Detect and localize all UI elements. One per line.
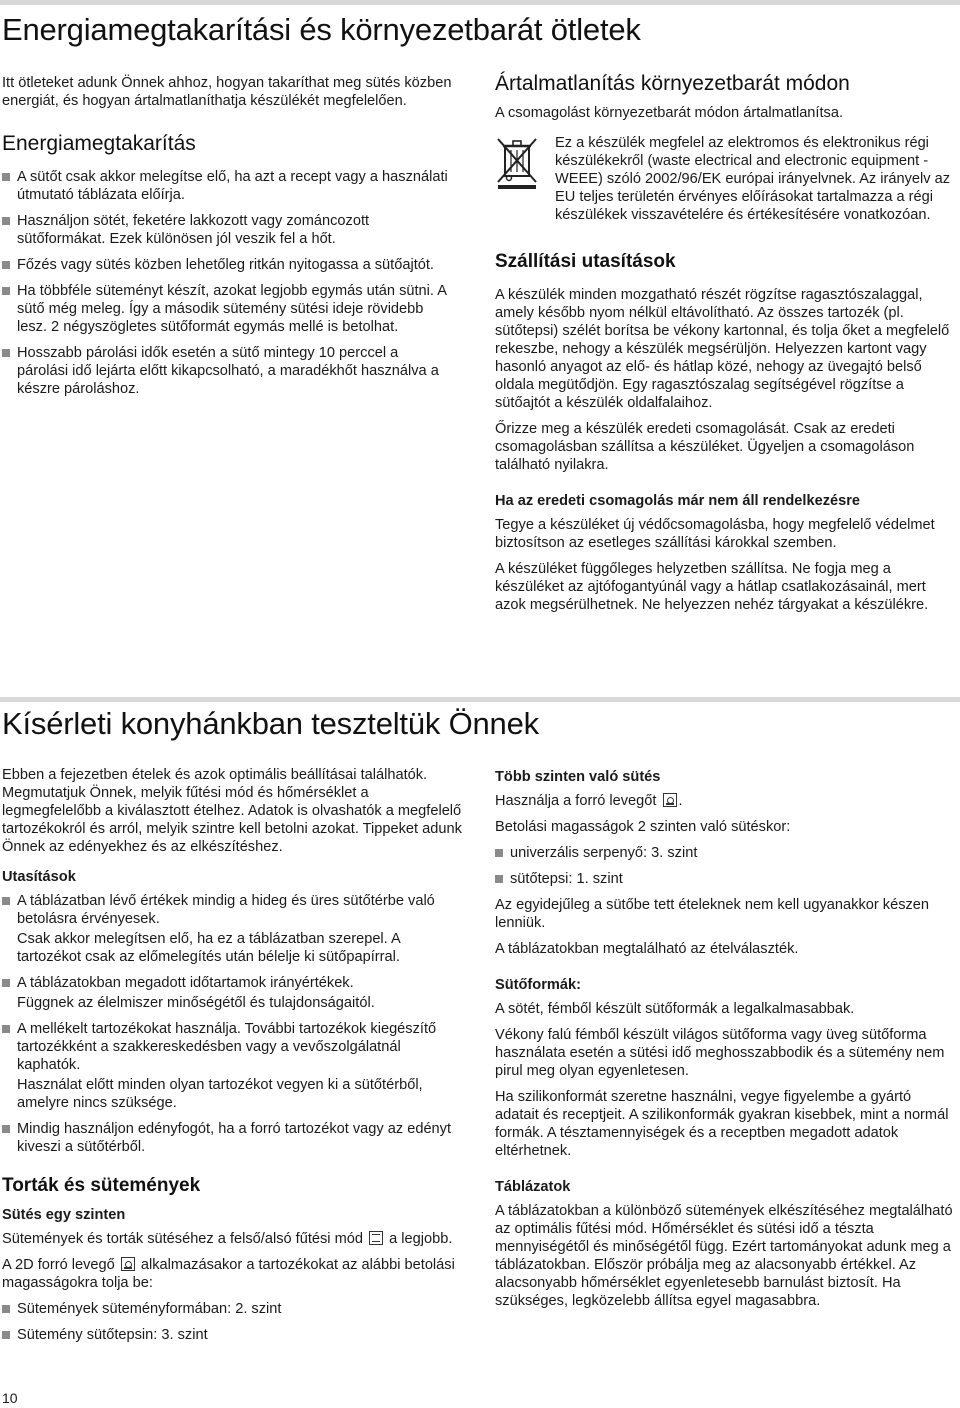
list-item: Ha többféle süteményt készít, azokat legjobb egymás után sütni. A sütő még meleg. Így a második sütemény sütési ideje rövidebb lesz. 2 négyszögletes sütőformát egymás mellé is betolhat. — [2, 282, 452, 336]
single-level-list — [2, 1300, 462, 1344]
cakes-heading: Torták és sütemények — [2, 1175, 201, 1196]
weee-block — [495, 134, 957, 224]
multi-level-p1: Használja a forró levegőt . — [495, 793, 683, 809]
top-rule — [0, 0, 960, 5]
hot-air-icon — [121, 1257, 135, 1271]
list-item: Használjon sötét, feketére lakkozott vagy zománcozott sütőformákat. Ezek különösen jól veszik fel a hőt. — [2, 212, 452, 248]
energy-heading: Energiamegtakarítás — [2, 132, 196, 155]
crossed-bin-icon — [495, 136, 539, 190]
hot-air-icon — [663, 793, 677, 807]
weee-text: Ez a készülék megfelel az elektromos és elektronikus régi készülékekről (waste electrical and electronic equipment - WEEE) szóló 2002/96/EK európai irányelvnek. Az irányelv az EU teljes területén érvényes előírásokat tartalmazza a régi készülékek visszavételére és értékesítésére vonatkozóan. — [555, 135, 951, 223]
transport-subheading: Ha az eredeti csomagolás már nem áll rendelkezésre — [495, 493, 861, 509]
list-item: Mindig használjon edényfogót, ha a forró tartozékot vagy az edényt kiveszi a sütőtérből. — [2, 1120, 462, 1156]
transport-p2: Őrizze meg a készülék eredeti csomagolását. Csak az eredeti csomagolásban szállítsa a készüléket. Ügyeljen a csomagoláson található nyilakra. — [495, 421, 915, 473]
tested-intro: Ebben a fejezetben ételek és azok optimális beállításai találhatók. Megmutatjuk Önnek, melyik fűtési mód és hőmérséklet a legmegfelelőbb a kiválasztott ételhez. Adatok is olvashatók a megfelelő tartozékokról és arról, melyik szintre kell betolni azokat. Tippeket adunk Önnek az edényekhez és az elkészítéshez. — [2, 767, 462, 855]
instructions-heading: Utasítások — [2, 869, 76, 885]
energy-list — [2, 168, 452, 398]
disposal-heading: Ártalmatlanítás környezetbarát módon — [495, 72, 850, 95]
instructions-list — [2, 892, 462, 1156]
multi-level-p2: Betolási magasságok 2 szinten való sütéskor: — [495, 819, 791, 835]
list-item: Hosszabb párolási idők esetén a sütő mintegy 10 perccel a párolási idő lejárta előtt kikapcsolható, a maradékhőt használva a készre pároláshoz. — [2, 344, 452, 398]
transport-heading: Szállítási utasítások — [495, 251, 676, 272]
energy-column — [2, 74, 452, 406]
page-title: Energiamegtakarítási és környezetbarát ötletek — [2, 12, 641, 47]
tables-p1: A táblázatokban a különböző sütemények elkészítéséhez megtalálható az optimális fűtési mód. Hőmérséklet és sütési idő a tészta mennyiségétől és minőségétől függ. Ezért tartományokat adunk meg a táblázatokban. Először próbálja meg az alacsonyabb értékkel. Az alacsonyabb hőmérséklet egyenletesebb barnulást biztosít. Ha szükséges, legközelebb állítsa egyel magasabbra. — [495, 1203, 953, 1309]
single-level-p1: Sütemények és torták sütéséhez a felső/alsó fűtési mód a legjobb. — [2, 1231, 453, 1247]
intro-text: Itt ötleteket adunk Önnek ahhoz, hogyan takaríthat meg sütés közben energiát, és hogyan ártalmatlaníthatja készülékét megfelelően. — [2, 75, 452, 109]
forms-p3: Ha szilikonformát szeretne használni, vegye figyelembe a gyártó adatait és receptjeit. A szilikonformák gyakran kisebbek, mint a normál formák. A tésztamennyiségek és a receptben megadott adatok eltérhetnek. — [495, 1089, 949, 1159]
multi-level-heading: Több szinten való sütés — [495, 769, 661, 785]
disposal-text: A csomagolást környezetbarát módon ártalmatlanítsa. — [495, 105, 843, 121]
page-number: 10 — [2, 1390, 18, 1406]
list-item: A sütőt csak akkor melegítse elő, ha azt a recept vagy a használati útmutató táblázata előírja. — [2, 168, 452, 204]
multi-level-p4: A táblázatokban megtalálható az ételválaszték. — [495, 941, 799, 957]
top-bottom-heat-icon — [369, 1231, 383, 1245]
list-item: A táblázatban lévő értékek mindig a hideg és üres sütőtérbe való betolásra érvényesek. Csak akkor melegítsen elő, ha ez a táblázatban szerepel. A tartozékot csak az előmelegítés után bélelje ki sütőpapírral. — [2, 892, 462, 966]
transport-p1: A készülék minden mozgatható részét rögzítse ragasztószalaggal, amely később nyom nélkül eltávolítható. Az összes tartozék (pl. sütőtepsi) szélét borítsa be vékony kartonnal, és tolja őket a megfelelő rekeszbe, nehogy a készülék megsérüljön. Helyezzen kartont vagy hasonló anyagot az elő- és hátlap közé, nehogy az üvegajtó belső oldala megütődjön. Egy ragasztószalag segítségével rögzítse a sütőajtót a készülék oldalfalaihoz. — [495, 287, 950, 411]
section-title: Kísérleti konyhánkban teszteltük Önnek — [2, 706, 539, 741]
list-item: Főzés vagy sütés közben lehetőleg ritkán nyitogassa a sütőajtót. — [2, 256, 452, 274]
multi-level-list — [495, 844, 957, 888]
list-item: univerzális serpenyő: 3. szint — [495, 844, 957, 862]
tested-right-column — [495, 768, 957, 1318]
section-rule — [0, 697, 960, 702]
multi-level-p3: Az egyidejűleg a sütőbe tett ételeknek nem kell ugyanakkor készen lenniük. — [495, 897, 930, 931]
single-level-p2: A 2D forró levegő alkalmazásakor a tartozékokat az alábbi betolási magasságokra tolja be: — [2, 1257, 455, 1291]
disposal-column — [495, 72, 957, 622]
forms-p2: Vékony falú fémből készült világos sütőforma vagy üveg sütőforma használata esetén a sütési idő meghosszabbodik és a sütemény nem pirul meg olyan egyenletesen. — [495, 1027, 945, 1079]
forms-p1: A sötét, fémből készült sütőformák a legalkalmasabbak. — [495, 1001, 855, 1017]
transport-p3: Tegye a készüléket új védőcsomagolásba, hogy megfelelő védelmet biztosítson az esetleges szállítási károkkal szemben. — [495, 517, 935, 551]
list-item: Sütemények süteményformában: 2. szint — [2, 1300, 462, 1318]
transport-p4: A készüléket függőleges helyzetben szállítsa. Ne fogja meg a készüléket az ajtófogantyúnál vagy a hátlap csatlakozásainál, mert azok megsérülhetnek. Ne helyezzen nehéz tárgyakat a készülékre. — [495, 561, 929, 613]
list-item: sütőtepsi: 1. szint — [495, 870, 957, 888]
tested-left-column — [2, 766, 462, 1352]
list-item: A mellékelt tartozékokat használja. További tartozékok kiegészítő tartozékként a szakkereskedésben vagy a vevőszolgálatnál kaphatók. Használat előtt minden olyan tartozékot vegyen ki a sütőtérből, amelyre nincs szüksége. — [2, 1020, 462, 1112]
list-item: A táblázatokban megadott időtartamok irányértékek. Függnek az élelmiszer minőségétől és tulajdonságaitól. — [2, 974, 462, 1012]
forms-heading: Sütőformák: — [495, 977, 581, 993]
list-item: Sütemény sütőtepsin: 3. szint — [2, 1326, 462, 1344]
tables-heading: Táblázatok — [495, 1179, 571, 1195]
single-level-heading: Sütés egy szinten — [2, 1207, 126, 1223]
